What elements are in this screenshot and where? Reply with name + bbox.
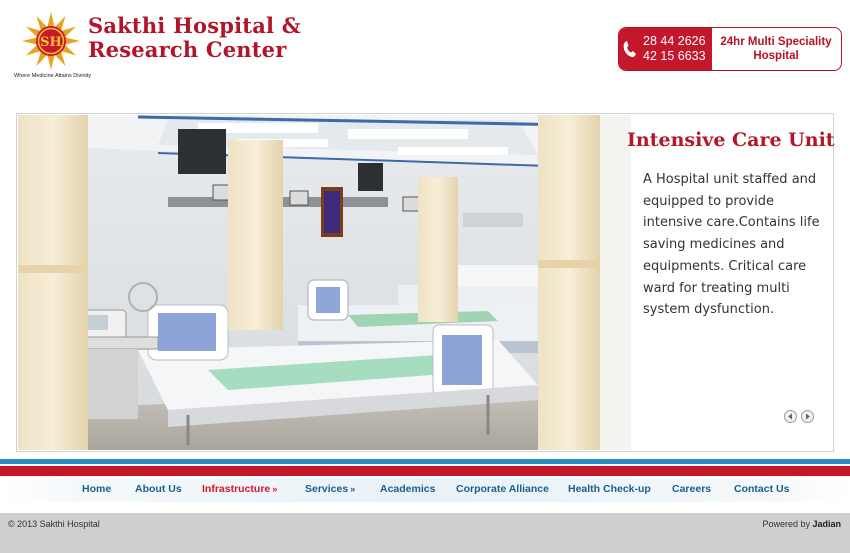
powered-by-link[interactable]: Jadian [812, 519, 841, 529]
slider-next-button[interactable] [801, 410, 814, 423]
submenu-arrow-icon: » [272, 484, 278, 494]
nav-item-health-check-up[interactable]: Health Check-up [568, 483, 651, 495]
phone-number-1[interactable]: 28 44 2626 [643, 34, 706, 48]
slide-description: A Hospital unit staffed and equipped to provide intensive care.Contains life saving medicines and equipments. Critical care ward for treating multi system dysfunction. [643, 172, 820, 318]
brand-name[interactable] [88, 14, 301, 62]
phone-icon [622, 40, 638, 58]
nav-item-home[interactable]: Home [82, 483, 112, 495]
tagline: Where Medicine Attains Divinity [14, 73, 92, 79]
stripe-red [0, 466, 850, 476]
icu-photo [18, 115, 631, 450]
svg-text:SH: SH [40, 35, 62, 50]
nav-item-services[interactable] [305, 483, 355, 495]
site-header [0, 0, 850, 100]
powered-by [762, 519, 841, 529]
nav-item-corporate-alliance[interactable]: Corporate Alliance [456, 483, 549, 495]
site-footer [0, 513, 850, 553]
speciality-line-2: Hospital [753, 50, 799, 62]
main-navigation [0, 478, 850, 502]
nav-item-infrastructure[interactable] [202, 483, 277, 495]
brand-line-1: Sakthi Hospital & [88, 13, 301, 38]
nav-item-careers[interactable]: Careers [672, 483, 712, 495]
nav-label-infrastructure: Infrastructure [202, 483, 271, 495]
brand-line-2: Research Center [88, 37, 287, 62]
nav-item-about-us[interactable]: About Us [135, 483, 182, 495]
prev-arrow-icon [787, 413, 794, 420]
sun-logo-icon[interactable] [22, 12, 80, 70]
slide-title: Intensive Care Unit [627, 129, 835, 151]
copyright-text [8, 519, 100, 529]
speciality-badge [717, 35, 835, 63]
nav-item-contact-us[interactable]: Contact Us [734, 483, 790, 495]
slider-prev-button[interactable] [784, 410, 797, 423]
phone-panel [619, 28, 712, 70]
powered-prefix: Powered by [762, 519, 810, 529]
speciality-line-1: 24hr Multi Speciality [720, 36, 832, 48]
nav-item-academics[interactable]: Academics [380, 483, 436, 495]
contact-box [618, 27, 842, 71]
copyright-name: Sakthi Hospital [39, 519, 100, 529]
copyright-prefix: © 2013 [8, 519, 38, 529]
submenu-arrow-icon: » [350, 484, 356, 494]
nav-label-services: Services [305, 483, 349, 495]
next-arrow-icon [804, 413, 811, 420]
phone-number-2[interactable]: 42 15 6633 [643, 49, 706, 63]
